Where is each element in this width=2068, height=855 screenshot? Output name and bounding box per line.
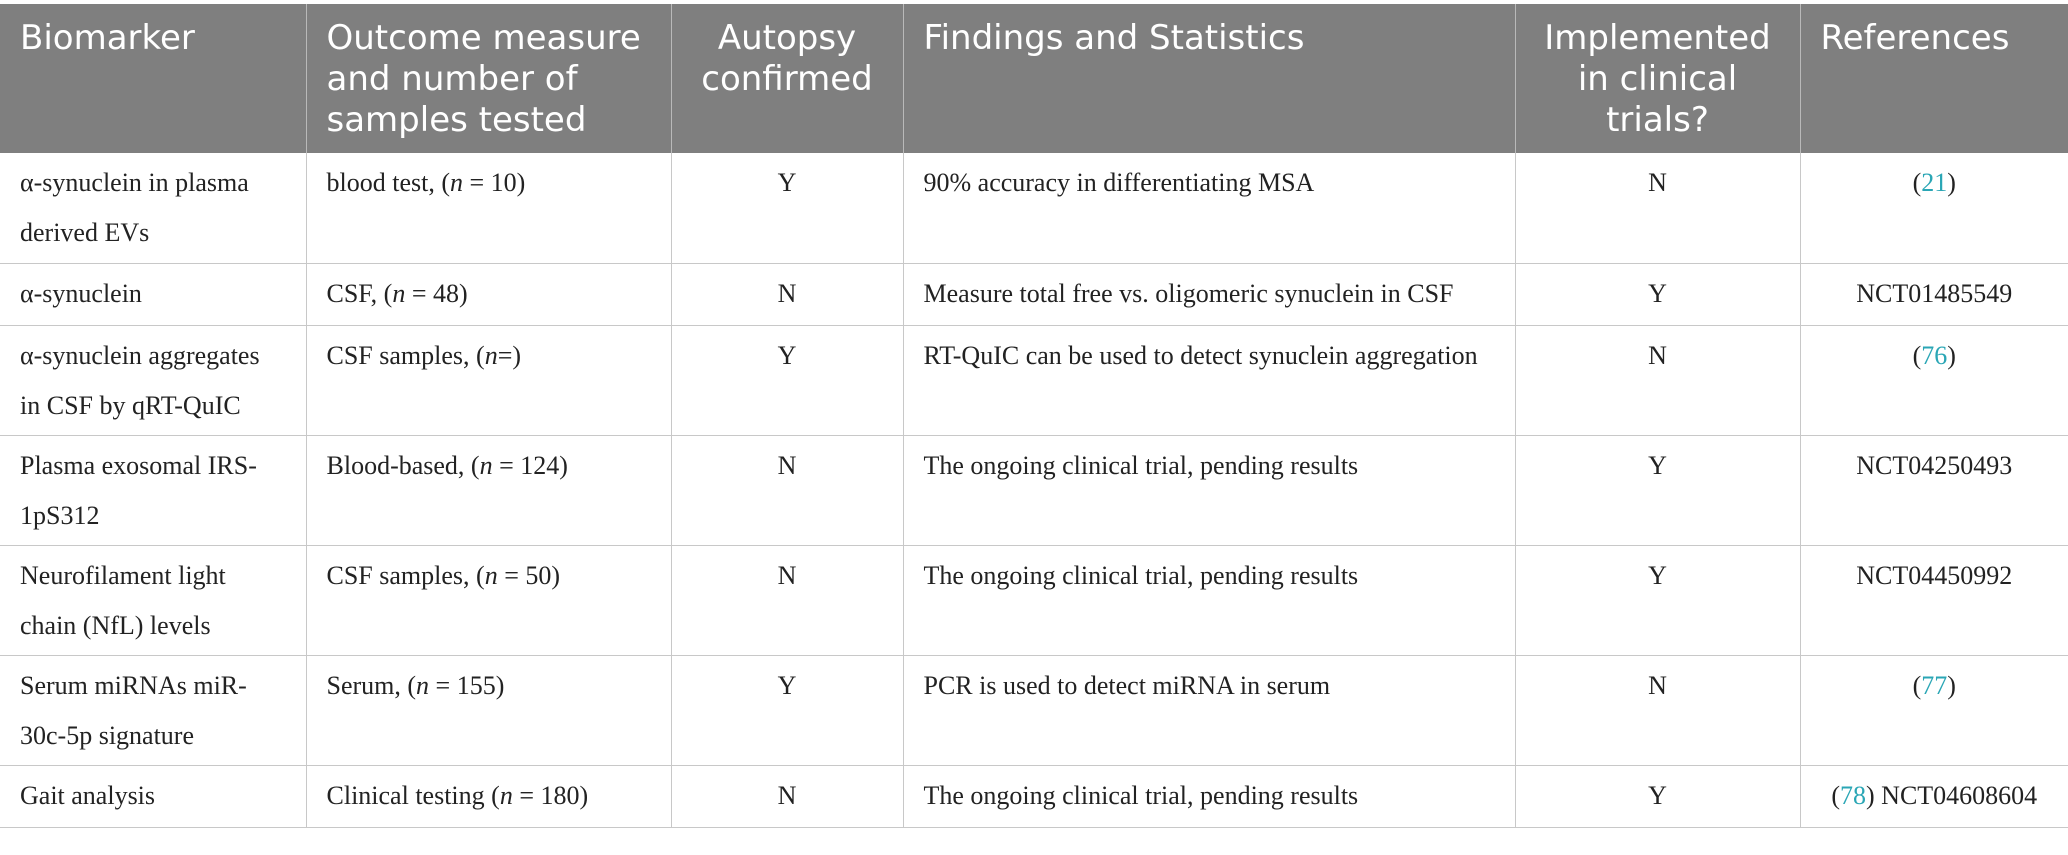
cell-trials: Y (1515, 545, 1800, 655)
cell-outcome (306, 153, 671, 263)
table-header (0, 4, 2068, 153)
cell-autopsy: N (671, 263, 903, 325)
table-row (0, 655, 2068, 765)
cell-outcome (306, 545, 671, 655)
n-symbol: n (450, 168, 463, 197)
table-row (0, 325, 2068, 435)
cell-trials: N (1515, 325, 1800, 435)
n-value: = 48) (405, 278, 468, 308)
cell-outcome (306, 435, 671, 545)
header-findings: Findings and Statistics (903, 4, 1515, 153)
cell-findings: The ongoing clinical trial, pending results (903, 545, 1515, 655)
n-value: = 180) (512, 780, 589, 810)
cell-autopsy: Y (671, 325, 903, 435)
outcome-text: Blood-based, ( (326, 450, 480, 480)
cell-biomarker: α-synuclein (0, 263, 306, 325)
n-symbol: n (416, 670, 430, 700)
cell-trials: Y (1515, 435, 1800, 545)
n-symbol: n (392, 278, 406, 308)
header-autopsy-confirmed: Autopsy confirmed (671, 4, 903, 153)
cell-findings: The ongoing clinical trial, pending results (903, 435, 1515, 545)
table-row (0, 545, 2068, 655)
reference-link[interactable]: 21 (1921, 168, 1948, 197)
n-value: = 155) (429, 670, 505, 700)
cell-outcome (306, 765, 671, 827)
table-row (0, 153, 2068, 263)
outcome-text: CSF samples, ( (326, 340, 485, 370)
table-row (0, 435, 2068, 545)
cell-trials: N (1515, 655, 1800, 765)
reference-text: NCT04608604 (1874, 780, 2038, 810)
table-row (0, 765, 2068, 827)
n-symbol: n (484, 340, 498, 370)
cell-autopsy: N (671, 765, 903, 827)
outcome-text: Serum, ( (326, 670, 417, 700)
reference-link[interactable]: 77 (1921, 670, 1948, 700)
cell-outcome (306, 655, 671, 765)
reference-link[interactable]: 76 (1921, 340, 1948, 370)
cell-biomarker: Plasma exosomal IRS-1pS312 (0, 435, 306, 545)
cell-autopsy: N (671, 545, 903, 655)
cell-findings: The ongoing clinical trial, pending results (903, 765, 1515, 827)
cell-references: NCT01485549 (1800, 263, 2068, 325)
cell-biomarker: Neurofilament light chain (NfL) levels (0, 545, 306, 655)
cell-references: (21) (1800, 153, 2068, 263)
reference-link[interactable]: 78 (1840, 780, 1866, 810)
outcome-text: CSF, ( (326, 278, 393, 308)
cell-references: NCT04250493 (1800, 435, 2068, 545)
cell-references: (77) (1800, 655, 2068, 765)
table-body (0, 153, 2068, 827)
outcome-text: Clinical testing ( (326, 780, 500, 810)
header-row (0, 4, 2068, 153)
header-references: References (1800, 4, 2068, 153)
cell-biomarker: α-synuclein aggregates in CSF by qRT-QuIC (0, 325, 306, 435)
biomarker-table-container (0, 4, 2068, 828)
cell-references: NCT04450992 (1800, 545, 2068, 655)
n-value: = 50) (497, 560, 561, 590)
cell-references: (78) NCT04608604 (1800, 765, 2068, 827)
cell-references: (76) (1800, 325, 2068, 435)
n-value: = 10) (463, 168, 526, 197)
cell-findings: Measure total free vs. oligomeric synuclein in CSF (903, 263, 1515, 325)
biomarker-table (0, 4, 2068, 828)
cell-autopsy: Y (671, 153, 903, 263)
header-clinical-trials: Implemented in clinical trials? (1515, 4, 1800, 153)
header-outcome-measure: Outcome measure and number of samples tested (306, 4, 671, 153)
n-value: =) (497, 340, 522, 370)
cell-biomarker: α-synuclein in plasma derived EVs (0, 153, 306, 263)
n-symbol: n (484, 560, 498, 590)
cell-findings: 90% accuracy in differentiating MSA (903, 153, 1515, 263)
n-symbol: n (479, 450, 493, 480)
cell-biomarker: Serum miRNAs miR-30c-5p signature (0, 655, 306, 765)
cell-findings: PCR is used to detect miRNA in serum (903, 655, 1515, 765)
outcome-text: blood test, ( (326, 168, 450, 197)
header-biomarker: Biomarker (0, 4, 306, 153)
n-symbol: n (499, 780, 513, 810)
table-row (0, 263, 2068, 325)
cell-biomarker: Gait analysis (0, 765, 306, 827)
cell-findings: RT-QuIC can be used to detect synuclein aggregation (903, 325, 1515, 435)
cell-trials: N (1515, 153, 1800, 263)
cell-outcome (306, 325, 671, 435)
cell-outcome (306, 263, 671, 325)
cell-autopsy: N (671, 435, 903, 545)
cell-trials: Y (1515, 263, 1800, 325)
n-value: = 124) (492, 450, 568, 480)
outcome-text: CSF samples, ( (326, 560, 485, 590)
cell-trials: Y (1515, 765, 1800, 827)
cell-autopsy: Y (671, 655, 903, 765)
